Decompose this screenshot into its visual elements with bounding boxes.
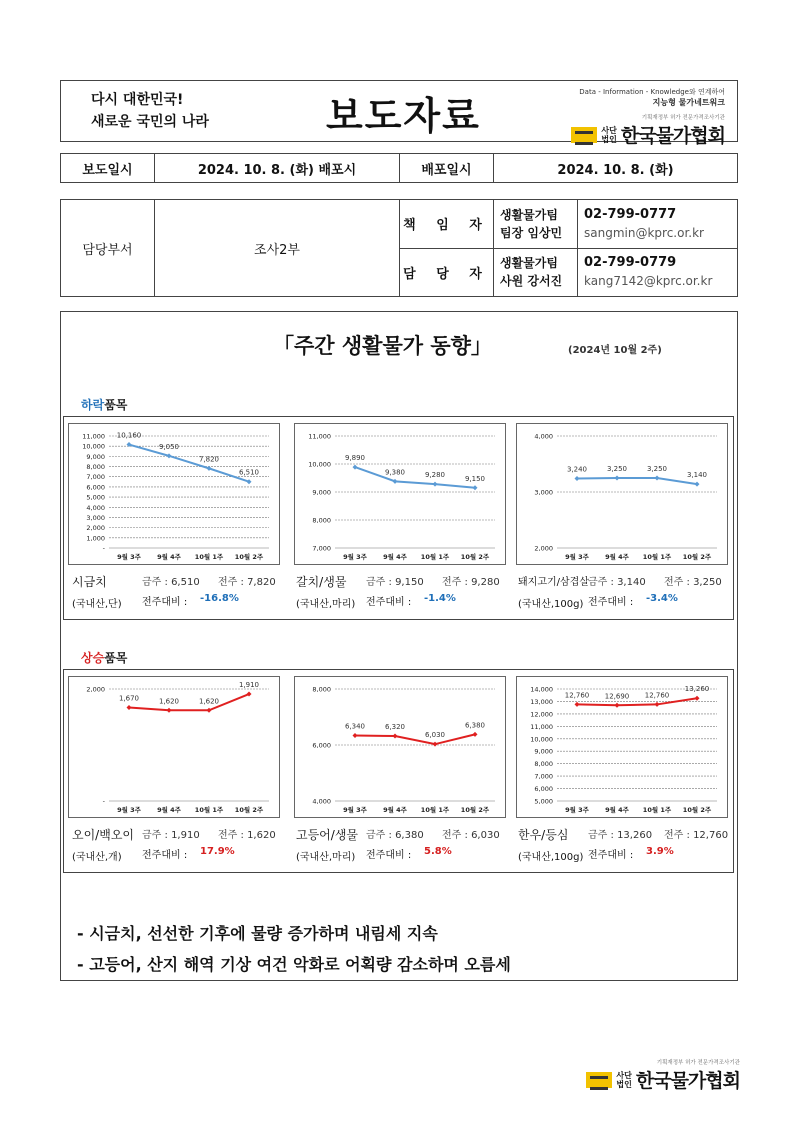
- series-line: [577, 698, 697, 705]
- prev-week-price: [218, 826, 276, 841]
- falling-items-panel: [63, 416, 734, 620]
- data-point: [167, 453, 172, 458]
- footer-org-type-1: 사단: [616, 1070, 632, 1080]
- prev-week-label: 전주 :: [664, 830, 690, 841]
- price-chart-svg: [295, 677, 507, 819]
- this-week-price: [142, 573, 200, 588]
- x-tick-label: 9월 3주: [117, 553, 141, 561]
- x-tick-label: 10월 1주: [420, 806, 450, 814]
- change-value: -16.8%: [200, 593, 239, 604]
- data-point: [615, 703, 620, 708]
- data-label: 6,380: [464, 721, 486, 730]
- x-tick-label: 10월 2주: [234, 553, 264, 561]
- series-line: [355, 734, 475, 744]
- price-chart: [516, 423, 728, 565]
- data-point: [127, 705, 132, 710]
- item-origin: (국내산,단): [72, 599, 122, 610]
- item-summary: [296, 822, 518, 866]
- y-tick-label: 10,000: [308, 460, 331, 469]
- price-chart-svg: [69, 677, 281, 819]
- change-label: 전주대비 :: [366, 850, 412, 861]
- dept-name: 조사2부: [155, 200, 400, 296]
- prev-week-label: 전주 :: [442, 577, 468, 588]
- item-name: 갈치/생물: [296, 575, 347, 589]
- up-label-suffix: 품목: [104, 651, 128, 665]
- data-point: [433, 742, 438, 747]
- contact-phone: 02-799-0777: [584, 206, 677, 222]
- this-week-label: 금주 :: [366, 830, 392, 841]
- contact-rows: [400, 200, 737, 296]
- data-label: 9,380: [384, 468, 406, 477]
- contact-phone: 02-799-0779: [584, 255, 677, 271]
- item-name: 오이/백오이: [72, 828, 135, 842]
- y-tick-label: 5,000: [86, 493, 105, 502]
- data-label: 7,820: [198, 455, 220, 464]
- x-tick-label: 9월 4주: [605, 806, 629, 814]
- data-label: 6,340: [344, 722, 366, 731]
- item-summary: [518, 822, 740, 866]
- x-tick-label: 9월 3주: [565, 553, 589, 561]
- data-point: [575, 476, 580, 481]
- this-week-price: [366, 573, 424, 588]
- contact-email[interactable]: sangmin@kprc.or.kr: [584, 225, 704, 240]
- y-tick-label: 8,000: [86, 463, 105, 472]
- data-label: 3,250: [646, 465, 668, 473]
- contact-info: [578, 200, 737, 248]
- contact-name: 팀장 임상민: [500, 225, 563, 240]
- price-chart-svg: [517, 424, 729, 566]
- data-point: [473, 732, 478, 737]
- network-label: 지능형 물가네트워크: [652, 98, 725, 107]
- contact-person: [494, 200, 578, 248]
- price-report: [60, 311, 738, 981]
- change-label: 전주대비 :: [142, 597, 188, 608]
- release-date-label: 보도일시: [61, 154, 155, 182]
- section-label-down: [81, 396, 127, 413]
- report-title: 「주간 생활물가 동향」: [273, 334, 492, 358]
- contact-role: 책 임 자: [400, 200, 494, 248]
- footer-logo: [540, 1058, 740, 1093]
- series-line: [129, 694, 249, 710]
- price-chart: [68, 676, 280, 818]
- prev-week-value: 12,760: [693, 830, 729, 841]
- data-label: 1,620: [198, 697, 220, 706]
- y-tick-label: 7,000: [312, 544, 331, 553]
- up-label-word: 상승: [81, 651, 105, 665]
- data-label: 12,760: [564, 691, 590, 700]
- y-tick-label: 13,000: [530, 697, 553, 706]
- data-point: [655, 702, 660, 707]
- y-tick-label: 9,000: [312, 488, 331, 497]
- summary-notes: [77, 918, 511, 980]
- kprc-logo-icon: [571, 127, 597, 143]
- prev-week-label: 전주 :: [218, 577, 244, 588]
- data-point: [353, 733, 358, 738]
- data-point: [393, 734, 398, 739]
- x-tick-label: 9월 4주: [605, 553, 629, 561]
- data-label: 12,690: [604, 692, 630, 701]
- series-line: [577, 478, 697, 484]
- this-week-value: 6,380: [395, 830, 424, 841]
- y-tick-label: 8,000: [534, 760, 553, 769]
- prev-week-label: 전주 :: [664, 577, 690, 588]
- x-tick-label: 10월 1주: [194, 553, 224, 561]
- data-point: [207, 466, 212, 471]
- price-chart: [68, 423, 280, 565]
- contact-team: 생활물가팀: [500, 207, 558, 222]
- org-logo: [535, 121, 725, 148]
- data-label: 9,050: [158, 442, 180, 451]
- y-tick-label: 2,000: [86, 524, 105, 533]
- contact-team: 생활물가팀: [500, 256, 558, 271]
- y-tick-label: 14,000: [530, 685, 553, 694]
- this-week-label: 금주 :: [588, 577, 614, 588]
- y-tick-label: -: [102, 797, 105, 806]
- y-tick-label: 1,000: [86, 534, 105, 543]
- item-origin: (국내산,100g): [518, 852, 584, 863]
- data-label: 3,250: [606, 465, 628, 473]
- item-origin: (국내산,마리): [296, 852, 356, 863]
- item-origin: (국내산,100g): [518, 599, 584, 610]
- this-week-value: 1,910: [171, 830, 200, 841]
- x-tick-label: 10월 1주: [642, 806, 672, 814]
- prev-week-label: 전주 :: [442, 830, 468, 841]
- distribution-date-label: 배포일시: [400, 154, 494, 182]
- x-tick-label: 10월 2주: [234, 806, 264, 814]
- y-tick-label: 8,000: [312, 516, 331, 525]
- data-label: 3,240: [566, 465, 588, 474]
- x-tick-label: 9월 4주: [157, 806, 181, 814]
- this-week-price: [366, 826, 424, 841]
- y-tick-label: 6,000: [86, 483, 105, 492]
- dept-label: 담당부서: [61, 200, 155, 296]
- slogan-line-2: 새로운 국민의 나라: [91, 114, 209, 130]
- this-week-label: 금주 :: [366, 577, 392, 588]
- x-tick-label: 9월 3주: [343, 553, 367, 561]
- this-week-value: 6,510: [171, 577, 200, 588]
- price-chart-svg: [517, 677, 729, 819]
- y-tick-label: 11,000: [82, 432, 105, 441]
- data-label: 10,160: [116, 431, 142, 440]
- org-type-2: 법인: [601, 134, 617, 144]
- series-line: [355, 467, 475, 488]
- x-tick-label: 9월 3주: [565, 806, 589, 814]
- footer-org-type: [616, 1071, 631, 1089]
- y-tick-label: 4,000: [534, 432, 553, 441]
- y-tick-label: 9,000: [86, 452, 105, 461]
- item-name: 시금치: [72, 575, 107, 589]
- rising-items-panel: [63, 669, 734, 873]
- item-name: 고등어/생물: [296, 828, 359, 842]
- item-origin: (국내산,마리): [296, 599, 356, 610]
- y-tick-label: 9,000: [534, 747, 553, 756]
- prev-week-price: [664, 826, 728, 841]
- prev-week-value: 7,820: [247, 577, 276, 588]
- footer-org-row: [540, 1066, 740, 1093]
- data-label: 9,150: [464, 474, 486, 483]
- change-value: -1.4%: [424, 593, 456, 604]
- data-point: [655, 476, 660, 481]
- prev-week-value: 3,250: [693, 577, 722, 588]
- item-summary: [72, 569, 294, 613]
- contact-info: [578, 249, 737, 297]
- data-point: [393, 479, 398, 484]
- change-label: 전주대비 :: [142, 850, 188, 861]
- y-tick-label: 10,000: [530, 735, 553, 744]
- price-chart: [294, 676, 506, 818]
- data-point: [615, 476, 620, 481]
- series-line: [129, 442, 249, 482]
- prev-week-price: [442, 826, 500, 841]
- x-tick-label: 10월 2주: [460, 553, 490, 561]
- change-label: 전주대비 :: [588, 850, 634, 861]
- y-tick-label: 12,000: [530, 710, 553, 719]
- data-label: 3,140: [686, 471, 708, 480]
- prev-week-price: [218, 573, 276, 588]
- this-week-value: 13,260: [617, 830, 653, 841]
- release-date-value: 2024. 10. 8. (화) 배포시: [155, 154, 400, 182]
- price-chart-svg: [295, 424, 507, 566]
- this-week-label: 금주 :: [588, 830, 614, 841]
- change-label: 전주대비 :: [588, 597, 634, 608]
- this-week-label: 금주 :: [142, 577, 168, 588]
- x-tick-label: 9월 4주: [383, 806, 407, 814]
- summary-note: - 고등어, 산지 해역 기상 여건 악화로 어획량 감소하며 오름세: [77, 955, 511, 974]
- footer-org-name: 한국물가협회: [635, 1070, 740, 1092]
- prev-week-value: 6,030: [471, 830, 500, 841]
- change-value: 5.8%: [424, 846, 452, 857]
- y-tick-label: 5,000: [534, 797, 553, 806]
- down-label-word: 하락: [81, 398, 105, 412]
- prev-week-price: [664, 573, 722, 588]
- kprc-logo-icon: [586, 1072, 612, 1088]
- org-name: 한국물가협회: [620, 125, 725, 147]
- section-label-up: [81, 649, 127, 666]
- data-point: [353, 465, 358, 470]
- item-origin: (국내산,개): [72, 852, 122, 863]
- x-tick-label: 10월 1주: [420, 553, 450, 561]
- data-point: [695, 696, 700, 701]
- data-label: 9,890: [344, 454, 366, 463]
- price-chart-svg: [69, 424, 281, 566]
- contact-row: [400, 200, 737, 249]
- org-subtitle: 기획재정부 허가 전문가격조사기관: [641, 115, 725, 121]
- y-tick-label: 2,000: [534, 544, 553, 553]
- change-value: 17.9%: [200, 846, 235, 857]
- data-point: [575, 702, 580, 707]
- data-label: 13,260: [684, 685, 710, 694]
- y-tick-label: 2,000: [86, 685, 105, 694]
- this-week-value: 9,150: [395, 577, 424, 588]
- y-tick-label: -: [102, 544, 105, 553]
- data-point: [695, 482, 700, 487]
- report-subtitle: (2024년 10월 2주): [568, 345, 662, 356]
- item-name: 한우/등심: [518, 828, 569, 842]
- change-value: -3.4%: [646, 593, 678, 604]
- y-tick-label: 4,000: [312, 797, 331, 806]
- y-tick-label: 8,000: [312, 685, 331, 694]
- footer-org-subtitle: 기획재정부 허가 전문가격조사기관: [656, 1060, 740, 1066]
- contact-person: [494, 249, 578, 297]
- data-label: 6,030: [424, 731, 446, 740]
- data-label: 1,620: [158, 697, 180, 706]
- prev-week-value: 1,620: [247, 830, 276, 841]
- org-block: [535, 87, 725, 148]
- contact-email[interactable]: kang7142@kprc.or.kr: [584, 274, 713, 289]
- x-tick-label: 10월 2주: [460, 806, 490, 814]
- data-point: [433, 482, 438, 487]
- data-label: 6,320: [384, 723, 406, 732]
- y-tick-label: 11,000: [308, 432, 331, 441]
- this-week-price: [588, 573, 646, 588]
- price-chart: [516, 676, 728, 818]
- prev-week-label: 전주 :: [218, 830, 244, 841]
- press-header: [60, 80, 738, 147]
- x-tick-label: 10월 2주: [682, 553, 712, 561]
- this-week-price: [142, 826, 200, 841]
- slogan: [91, 89, 209, 133]
- data-point: [167, 708, 172, 713]
- item-name: 돼지고기/삼겹살: [518, 577, 589, 588]
- contact-name: 사원 강서진: [500, 274, 563, 289]
- press-release-title: 보도자료: [326, 94, 481, 138]
- distribution-date-value: 2024. 10. 8. (화): [557, 162, 674, 178]
- this-week-price: [588, 826, 652, 841]
- item-summary: [72, 822, 294, 866]
- y-tick-label: 7,000: [86, 473, 105, 482]
- prev-week-value: 9,280: [471, 577, 500, 588]
- item-summary: [518, 569, 740, 613]
- release-date-table: [60, 153, 738, 183]
- contact-row: [400, 249, 737, 297]
- item-summary: [296, 569, 518, 613]
- x-tick-label: 10월 1주: [642, 553, 672, 561]
- data-label: 9,280: [424, 471, 446, 480]
- y-tick-label: 6,000: [534, 785, 553, 794]
- department-table: [60, 199, 738, 297]
- contact-role: 담 당 자: [400, 249, 494, 297]
- slogan-line-1: 다시 대한민국!: [91, 92, 184, 108]
- data-point: [247, 479, 252, 484]
- data-label: 1,910: [238, 681, 260, 690]
- x-tick-label: 10월 1주: [194, 806, 224, 814]
- data-point: [473, 485, 478, 490]
- this-week-label: 금주 :: [142, 830, 168, 841]
- prev-week-price: [442, 573, 500, 588]
- x-tick-label: 9월 4주: [383, 553, 407, 561]
- y-tick-label: 10,000: [82, 442, 105, 451]
- x-tick-label: 9월 3주: [117, 806, 141, 814]
- y-tick-label: 11,000: [530, 722, 553, 731]
- footer-org-type-2: 법인: [616, 1079, 632, 1089]
- y-tick-label: 6,000: [312, 741, 331, 750]
- down-label-suffix: 품목: [104, 398, 128, 412]
- change-value: 3.9%: [646, 846, 674, 857]
- org-type: [601, 126, 616, 144]
- x-tick-label: 9월 4주: [157, 553, 181, 561]
- price-chart: [294, 423, 506, 565]
- y-tick-label: 7,000: [534, 772, 553, 781]
- org-type-1: 사단: [601, 125, 617, 135]
- data-label: 12,760: [644, 691, 670, 700]
- dik-line: Data - Information - Knowledge와 연계하여: [579, 88, 725, 96]
- change-label: 전주대비 :: [366, 597, 412, 608]
- y-tick-label: 4,000: [86, 503, 105, 512]
- x-tick-label: 10월 2주: [682, 806, 712, 814]
- data-label: 1,670: [118, 694, 140, 703]
- this-week-value: 3,140: [617, 577, 646, 588]
- data-label: 6,510: [238, 468, 260, 477]
- x-tick-label: 9월 3주: [343, 806, 367, 814]
- y-tick-label: 3,000: [534, 488, 553, 497]
- summary-note: - 시금치, 선선한 기후에 물량 증가하며 내림세 지속: [77, 924, 438, 943]
- y-tick-label: 3,000: [86, 513, 105, 522]
